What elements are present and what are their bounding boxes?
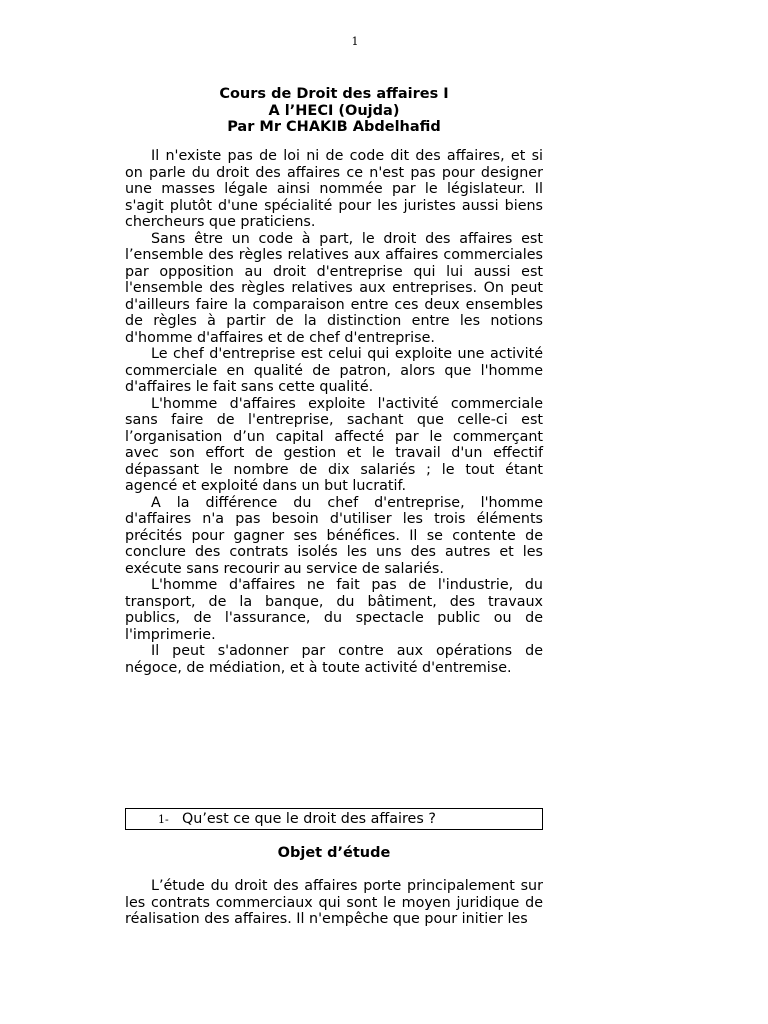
question-text: Qu’est ce que le droit des affaires ?	[182, 811, 436, 827]
body-text	[125, 148, 543, 676]
title-course: Cours de Droit des affaires I	[219, 86, 449, 102]
title-author: Par Mr CHAKIB Abdelhafid	[227, 119, 441, 135]
page-number: 1	[351, 35, 359, 48]
section-heading: Objet d’étude	[277, 845, 391, 861]
paragraph-objet: L’étude du droit des affaires porte principalement sur les contrats commerciaux qui sont le moyen juridique de réalisation des affaires. Il n'empêche que pour initier les	[125, 878, 543, 927]
paragraph-homme-affaires: L'homme d'affaires exploite l'activité commerciale sans faire de l'entreprise, sachant que celle-ci est l’organisation d’un capital affecté par le commerçant avec son effort de gestion et le travail d'un effectif dépassant le nombre de dix salariés ; le tout étant agencé et exploité dans un but lucratif.	[125, 395, 543, 494]
paragraph-activities: Il peut s'adonner par contre aux opérations de négoce, de médiation, et à toute activité d'entremise.	[125, 643, 543, 676]
title-school: A l’HECI (Oujda)	[268, 102, 400, 119]
question-number: 1-	[158, 813, 169, 826]
paragraph-exclusions: L'homme d'affaires ne fait pas de l'industrie, du transport, de la banque, du bâtiment, des travaux publics, de l'assurance, du spectacle public ou de l'imprimerie.	[125, 577, 543, 643]
section-body	[125, 878, 543, 928]
document-title	[125, 86, 543, 136]
paragraph-difference: A la différence du chef d'entreprise, l'homme d'affaires n'a pas besoin d'utiliser les trois éléments précités pour gagner ses bénéfices. Il se contente de conclure des contrats isolés les uns des autres et les exécute sans recourir au service de salariés.	[125, 494, 543, 577]
question-box	[125, 808, 543, 830]
paragraph-definition: Sans être un code à part, le droit des affaires est l’ensemble des règles relatives aux affaires commerciales par opposition au droit d'entreprise qui lui aussi est l'ensemble des règles relatives aux entreprises. On peut d'ailleurs faire la comparaison entre ces deux ensembles de règles à partir de la distinction entre les notions d'homme d'affaires et de chef d'entreprise.	[125, 230, 543, 346]
paragraph-chef-entreprise: Le chef d'entreprise est celui qui exploite une activité commerciale en qualité de patron, alors que l'homme d'affaires le fait sans cette qualité.	[125, 346, 543, 395]
paragraph-intro: Il n'existe pas de loi ni de code dit des affaires, et si on parle du droit des affaires ce n'est pas pour designer une masses légale ainsi nommée par le législateur. Il s'agit plutôt d'une spécialité pour les juristes aussi biens chercheurs que praticiens.	[125, 148, 543, 230]
